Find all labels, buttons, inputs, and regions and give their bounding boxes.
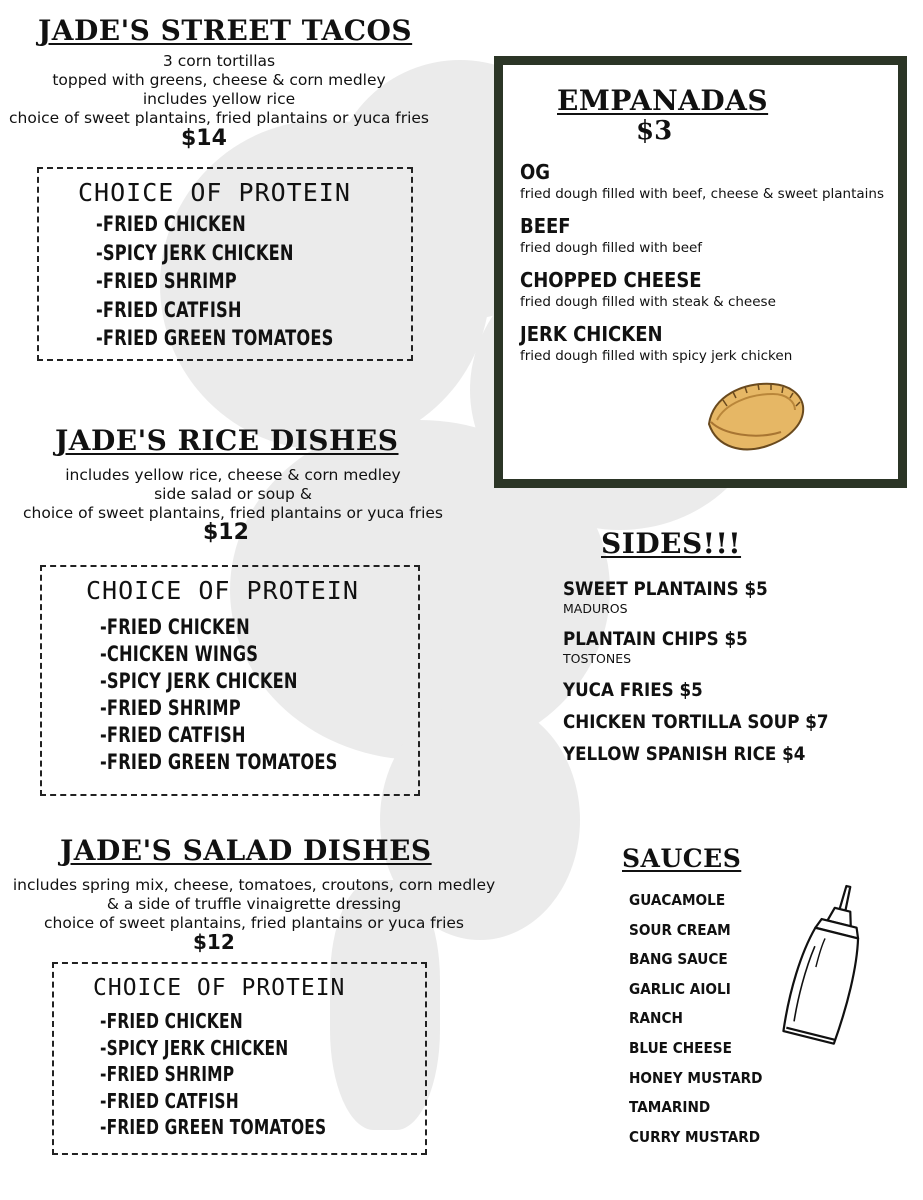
rice-protein-list [100, 614, 338, 776]
protein-item: -FRIED GREEN TOMATOES [100, 1115, 327, 1139]
empanadas-title: EMPANADAS [557, 84, 769, 117]
sauce-item: BLUE CHEESE [629, 1038, 732, 1057]
rice-protein-title: CHOICE OF PROTEIN [86, 576, 359, 605]
protein-item: -FRIED CHICKEN [96, 212, 246, 236]
tacos-description [0, 52, 438, 128]
salad-protein-list [100, 1008, 326, 1141]
tacos-desc-line: 3 corn tortillas [162, 52, 276, 70]
side-subtitle: MADUROS [563, 601, 628, 616]
sauce-item: SOUR CREAM [629, 920, 731, 939]
tacos-title: JADE'S STREET TACOS [38, 14, 413, 47]
protein-item: -FRIED CHICKEN [100, 615, 250, 639]
empanada-item [520, 160, 884, 202]
sauces-title: SAUCES [622, 844, 742, 873]
protein-item: -FRIED SHRIMP [100, 1062, 235, 1086]
side-name: SWEET PLANTAINS $5 [563, 578, 768, 600]
tacos-protein-title: CHOICE OF PROTEIN [78, 178, 351, 207]
empanada-desc: fried dough filled with beef, cheese & sweet plantains [520, 186, 885, 202]
empanada-item [520, 322, 792, 364]
protein-item: -FRIED CATFISH [100, 723, 246, 747]
tacos-protein-list [96, 210, 334, 353]
protein-item: -CHICKEN WINGS [100, 642, 259, 666]
empanada-desc: fried dough filled with steak & cheese [520, 294, 776, 310]
protein-item: -FRIED CHICKEN [100, 1009, 243, 1033]
protein-item: -SPICY JERK CHICKEN [100, 1035, 289, 1060]
protein-item: -FRIED SHRIMP [100, 696, 241, 720]
sauce-item: TAMARIND [629, 1098, 711, 1117]
sauce-item: RANCH [629, 1009, 683, 1028]
salad-desc-line: includes spring mix, cheese, tomatoes, croutons, corn medley [12, 876, 496, 894]
rice-title: JADE'S RICE DISHES [55, 424, 399, 457]
rice-desc-line: side salad or soup & [154, 485, 312, 503]
side-name: CHICKEN TORTILLA SOUP $7 [563, 711, 829, 733]
salad-protein-title: CHOICE OF PROTEIN [93, 975, 346, 1001]
protein-item: -FRIED SHRIMP [96, 269, 237, 293]
sauce-list [629, 886, 762, 1152]
side-item [563, 743, 838, 765]
rice-desc-line: includes yellow rice, cheese & corn medley [65, 466, 401, 484]
empanada-name: JERK CHICKEN [520, 322, 663, 346]
sauce-item: HONEY MUSTARD [629, 1068, 763, 1087]
tacos-desc-line: includes yellow rice [142, 90, 296, 108]
squeeze-bottle-icon [780, 880, 876, 1056]
side-item [563, 628, 773, 666]
rice-price: $12 [203, 520, 249, 545]
rice-description [0, 466, 466, 523]
side-name: PLANTAIN CHIPS $5 [563, 628, 748, 650]
sauce-item: GARLIC AIOLI [629, 979, 731, 998]
protein-item: -FRIED CATFISH [96, 297, 242, 322]
empanada-name: CHOPPED CHEESE [520, 268, 702, 292]
sauce-item: CURRY MUSTARD [629, 1127, 761, 1146]
side-name: YELLOW SPANISH RICE $4 [563, 743, 806, 765]
salad-title: JADE'S SALAD DISHES [60, 834, 432, 867]
sides-title: SIDES!!! [601, 527, 742, 560]
empanada-item [520, 268, 776, 310]
side-name: YUCA FRIES $5 [563, 679, 703, 701]
tacos-desc-line: topped with greens, cheese & corn medley [52, 71, 386, 89]
protein-item: -FRIED GREEN TOMATOES [100, 750, 338, 774]
side-item [563, 679, 722, 701]
empanada-name: BEEF [520, 214, 571, 238]
empanada-item [520, 214, 702, 256]
salad-desc-line: choice of sweet plantains, fried plantains or yuca fries [43, 914, 464, 932]
tacos-price: $14 [181, 126, 227, 151]
empanada-desc: fried dough filled with spicy jerk chicken [520, 348, 793, 364]
empanada-icon [703, 376, 807, 456]
salad-price: $12 [193, 930, 235, 954]
sauce-item: BANG SAUCE [629, 950, 728, 969]
side-subtitle: TOSTONES [563, 651, 632, 666]
empanada-name: OG [520, 160, 551, 184]
protein-item: -FRIED CATFISH [100, 1088, 239, 1113]
empanadas-price: $3 [636, 116, 673, 146]
protein-item: -FRIED GREEN TOMATOES [96, 326, 334, 350]
protein-item: -SPICY JERK CHICKEN [100, 669, 298, 693]
sauce-item: GUACAMOLE [629, 891, 726, 909]
side-item [563, 711, 865, 733]
rice-desc-line: choice of sweet plantains, fried plantains or yuca fries [22, 504, 443, 522]
protein-item: -SPICY JERK CHICKEN [96, 240, 294, 265]
salad-description [0, 876, 508, 933]
salad-desc-line: & a side of truffle vinaigrette dressing [106, 895, 402, 913]
side-item [563, 578, 796, 616]
empanada-desc: fried dough filled with beef [520, 240, 703, 256]
tacos-desc-line: choice of sweet plantains, fried plantains or yuca fries [8, 109, 429, 127]
